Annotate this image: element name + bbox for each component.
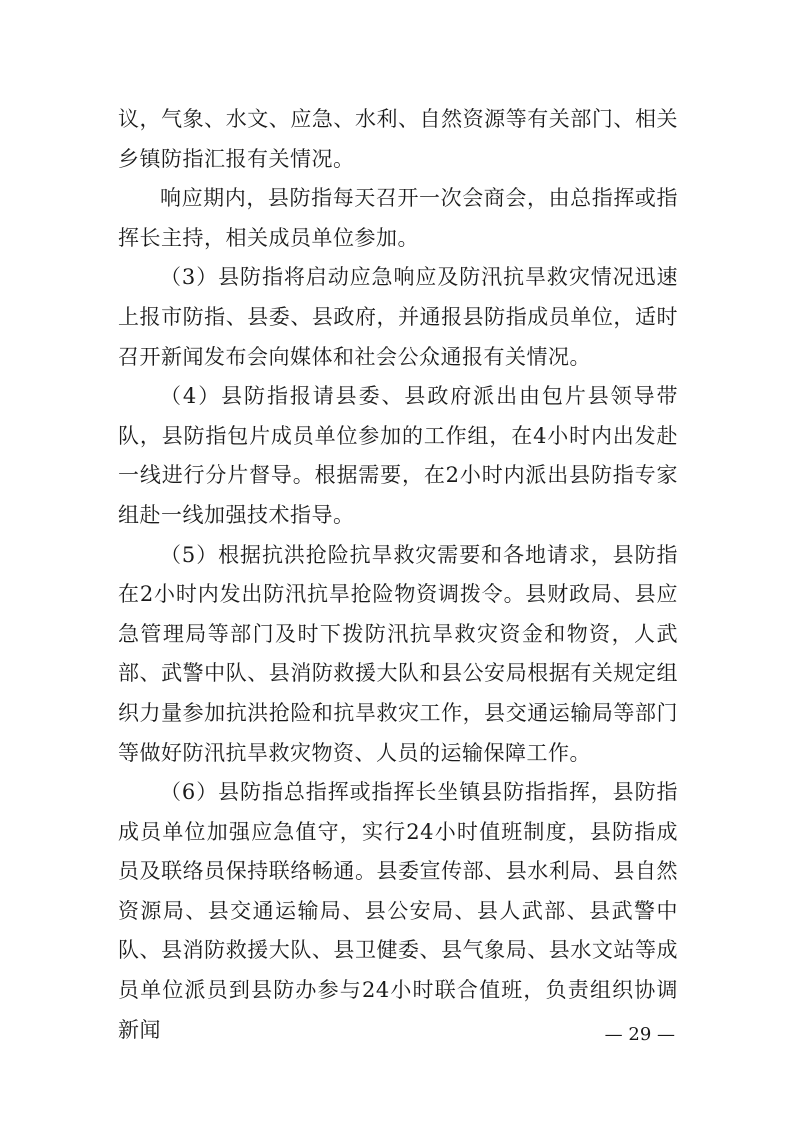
paragraph-item-6: （6）县防指总指挥或指挥长坐镇县防指指挥，县防指成员单位加强应急值守，实行24小时值班制度，县防指成员及联络员保持联络畅通。县委宣传部、县水利局、县自然资源局、县交通运输局、县公安局、县人武部、县武警中队、县消防救援大队、县卫健委、县气象局、县水文站等成员单位派员到县防办参与24小时联合值班，负责组织协调新闻 [118,780,678,1042]
paragraph-item-3: （3）县防指将启动应急响应及防汛抗旱救灾情况迅速上报市防指、县委、县政府，并通报县防指成员单位，适时召开新闻发布会向媒体和社会公众通报有关情况。 [118,265,678,369]
paragraph-response-period: 响应期内，县防指每天召开一次会商会，由总指挥或指挥长主持，相关成员单位参加。 [118,186,678,250]
paragraph-item-5: （5）根据抗洪抢险抗旱救灾需要和各地请求，县防指在2小时内发出防汛抗旱抢险物资调拨令。县财政局、县应急管理局等部门及时下拨防汛抗旱救灾资金和物资，人武部、武警中队、县消防救援大队和县公安局根据有关规定组织力量参加抗洪抢险和抗旱救灾工作，县交通运输局等部门等做好防汛抗旱救灾物资、人员的运输保障工作。 [118,542,678,765]
page-number: — 29 — [604,1024,675,1045]
paragraph-continuation: 议，气象、水文、应急、水利、自然资源等有关部门、相关乡镇防指汇报有关情况。 [118,107,678,171]
body-text [118,100,678,1050]
paragraph-item-4: （4）县防指报请县委、县政府派出由包片县领导带队，县防指包片成员单位参加的工作组，在4小时内出发赴一线进行分片督导。根据需要，在2小时内派出县防指专家组赴一线加强技术指导。 [118,384,678,527]
